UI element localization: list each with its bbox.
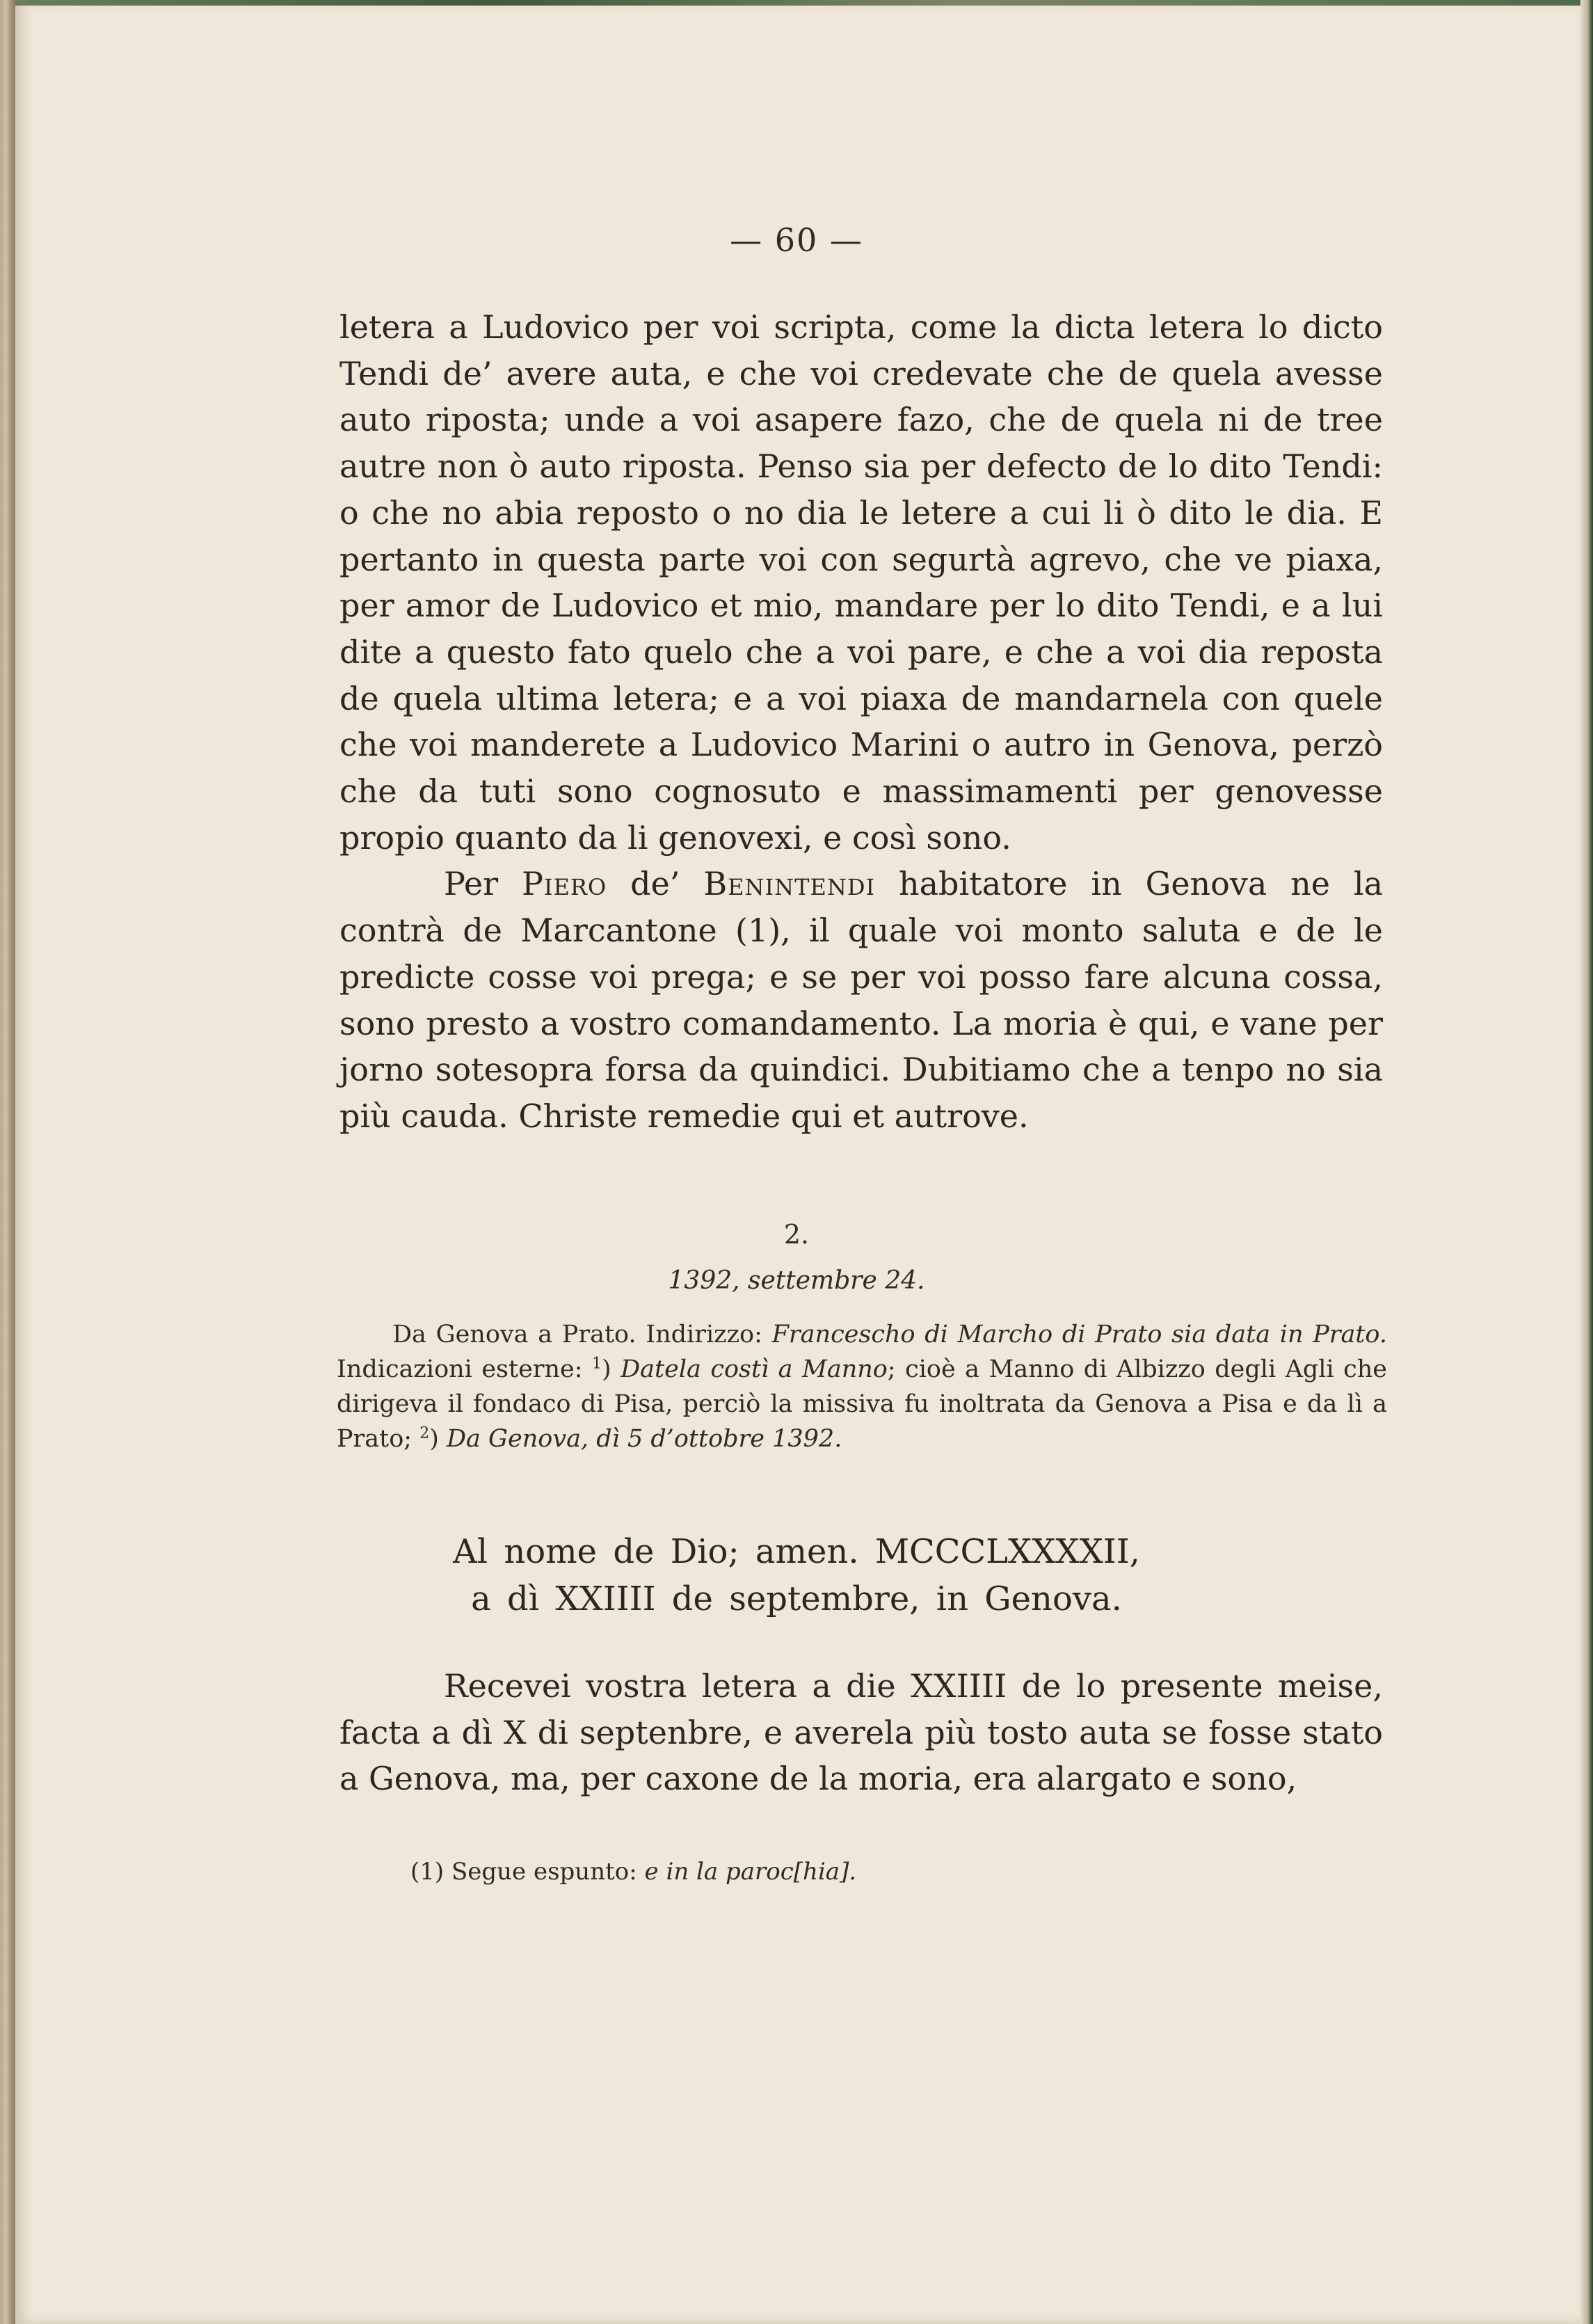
note-mark-1: 1 [592,1355,602,1373]
note-mark-2: 2 [419,1424,430,1442]
cover-edge-right [1580,0,1593,2324]
document-date: 1392, settembre 24. [668,1266,925,1295]
letter-heading-line-2: a dì XXIIII de septembre, in Genova. [471,1579,1122,1618]
document-number: 2. [783,1219,810,1250]
footnote-text: e in la paroc[hia]. [644,1858,857,1886]
document-regest: Da Genova a Prato. Indirizzo: Francescho di Marcho di Prato sia data in Prato. Indicazioni esterne: $^1$) Datela costì a Manno; cioè a Manno di Albizzo degli Agli che dirigeva il fondaco di Pisa, perciò la missiva fu inoltrata da Genova a Pisa e da lì a Prato; $^2$) Da Genova, dì 5 d’ottobre 1392. [337,1321,1387,1453]
book-gutter [0,0,15,2324]
regest-external-label: Indicazioni esterne: [337,1355,583,1383]
regest-intro: Da Genova a Prato. Indirizzo: [392,1321,762,1348]
footnote [410,1858,856,1886]
regest-note-2: Da Genova, dì 5 d’ottobre 1392. [447,1425,842,1453]
page-number: — 60 — [730,221,863,259]
paragraph-rest: habitatore in Genova ne la contrà de Marcantone (1), il quale voi monto saluta e de le predicte cosse voi prega; e se per voi posso fare alcuna cossa, sono presto a vostro comandamento. La moria è qui, e vane per jorno sotesopra forsa da quindici. Dubitiamo che a tenpo no sia più cauda. Christe remedie qui et autrove. [339,865,1384,1135]
paragraph-lead: Per [444,865,499,903]
letter-one-paragraph-2 [339,861,1383,1139]
regest-note-1: Datela costì a Manno [621,1355,888,1383]
letter-one-text [339,304,1383,1140]
letter-one-paragraph-1: letera a Ludovico per voi scripta, come la dicta letera lo dicto Tendi de’ avere auta, e che voi credevate che de quela avesse auto riposta; unde a voi asapere fazo, che de quela ni de tree autre non ò auto riposta. Penso sia per defecto de lo dito Tendi: o che no abia reposto o no dia le letere a cui li ò dito le dia. E pertanto in questa parte voi con segurtà agrevo, che ve piaxa, per amor de Ludovico et mio, mandare per lo dito Tendi, e a lui dite a questo fato quelo che a voi pare, e che a voi dia reposta de quela ultima letera; e a voi piaxa de mandarnela con quele che voi manderete a Ludovico Marini o autro in Genova, perzò che da tuti sono cognosuto e massimamenti per genovesse propio quanto da li genovexi, e così sono. [339,308,1383,857]
person-name-first: Piero [521,865,607,903]
letter-heading-line-1: Al nome de Dio; amen. MCCCLXXXXII, [453,1532,1140,1571]
person-name-particle: de’ [630,865,680,903]
cover-edge-top [15,0,1593,6]
letter-two-paragraph-1: Recevei vostra letera a die XXIIII de lo presente meise, facta a dì X di septenbre, e averela più tosto auta se fosse stato a Genova, ma, per caxone de la moria, era alargato e sono, [339,1667,1383,1798]
person-name-last: Benintendi [703,865,876,903]
letter-two-text [339,1663,1383,1802]
regest-explanation: ; cioè a Manno di Albizzo degli Agli che dirigeva il fondaco di Pisa, perciò la missiva fu inoltrata da Genova a Pisa e da lì a Prato; [337,1355,1387,1453]
regest-address: Francescho di Marcho di Prato sia data in Prato. [771,1321,1387,1348]
footnote-label: (1) Segue espunto: [410,1858,637,1886]
